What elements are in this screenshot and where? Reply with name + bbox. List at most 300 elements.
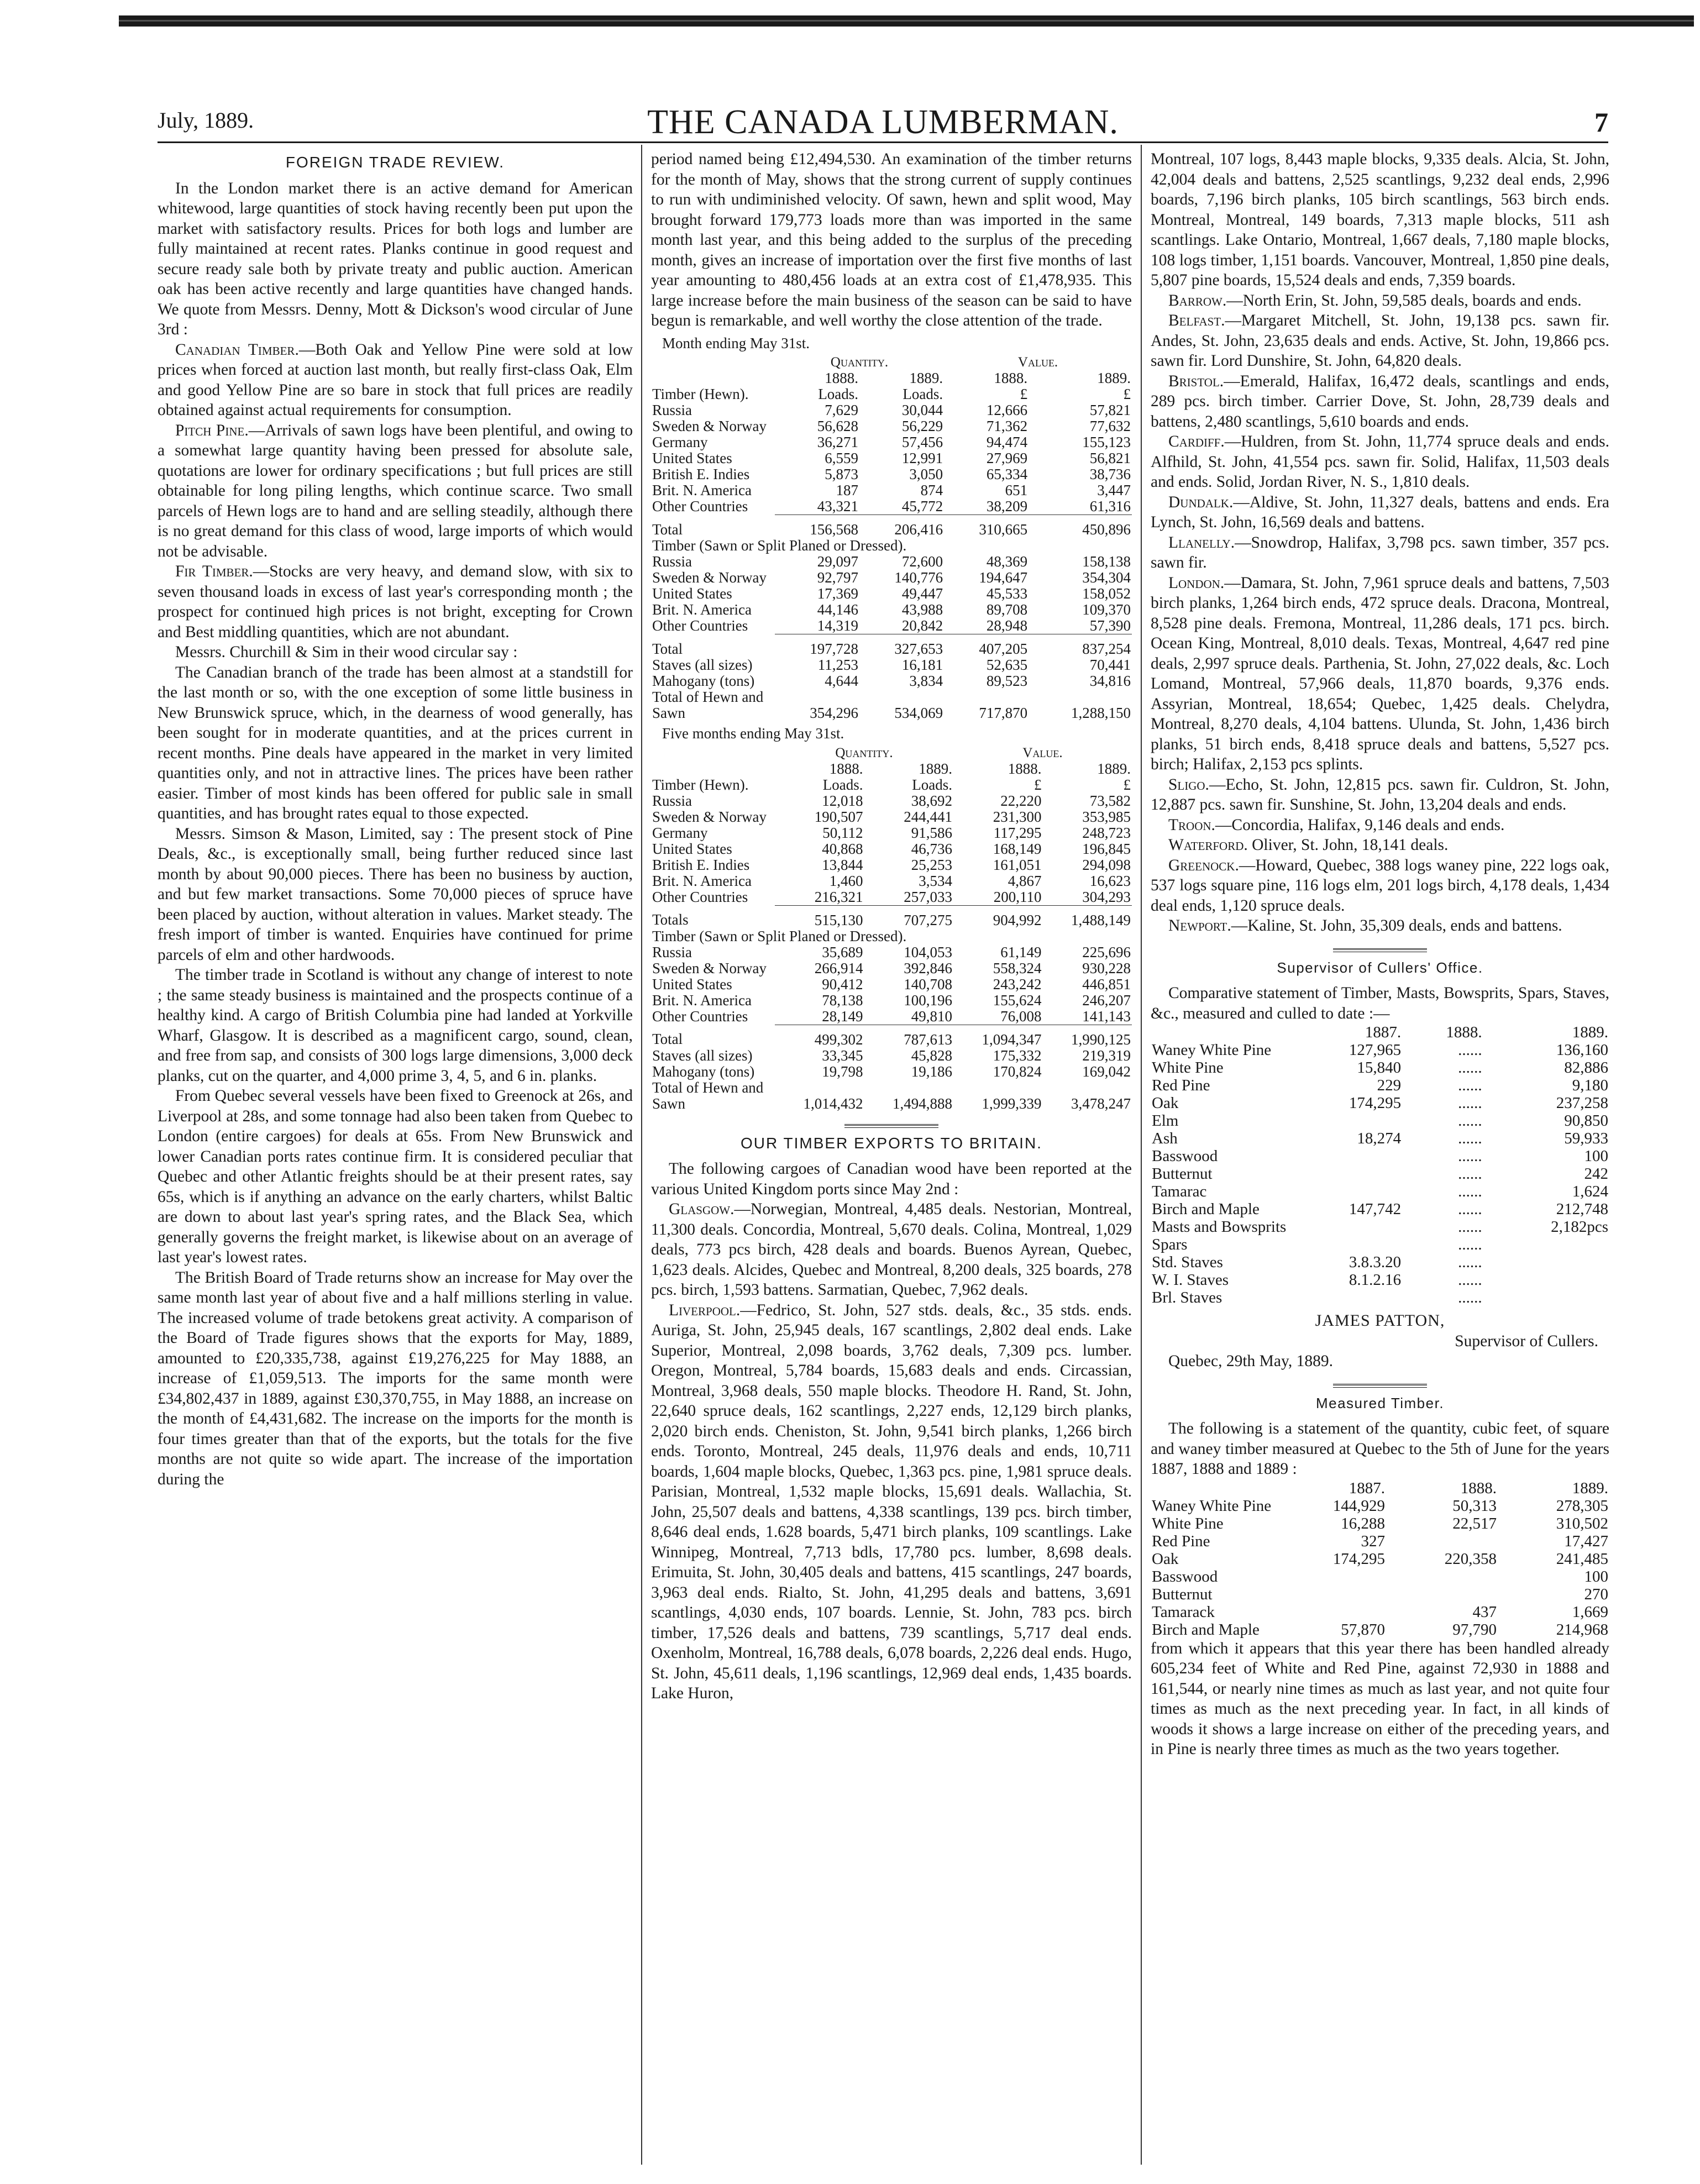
table-cell: Basswood: [1152, 1567, 1218, 1586]
table-cell: Value.: [1022, 745, 1063, 760]
table-cell: 72,600: [901, 553, 943, 570]
table-cell: 59,933: [1564, 1130, 1608, 1147]
table-cell: 219,319: [1082, 1047, 1131, 1064]
port-entry-greenock: Greenock.—Howard, Quebec, 388 logs waney pine, 222 logs oak, 537 logs square pine, 116 logs elm, 201 logs birch, 4,178 deals, 1,434 deal ends, 1,120 spruce deals.: [1151, 856, 1609, 915]
table-cell: 12,018: [822, 792, 863, 809]
table-cell: 244,441: [904, 808, 952, 825]
table-cell: 1,669: [1572, 1603, 1608, 1621]
table-cell: Timber (Hewn).: [652, 386, 749, 402]
column-rule-2: [1141, 145, 1142, 2165]
port-entry-dundalk: Dundalk.—Aldive, St. John, 11,327 deals, battens and ends. Era Lynch, St. John, 16,569 deals and battens.: [1151, 493, 1609, 531]
column-2: [651, 149, 1132, 1704]
table-cell: 237,258: [1556, 1094, 1608, 1112]
table-cell: 1,999,339: [982, 1095, 1042, 1112]
table-cell: Mahogany (tons): [652, 1063, 755, 1080]
table-cell: 136,160: [1556, 1041, 1608, 1059]
table-cell: Sweden & Norway: [652, 418, 767, 434]
table-cell: 76,008: [1000, 1007, 1042, 1025]
table-cell: 270: [1584, 1585, 1608, 1603]
table-cell: 904,992: [953, 905, 1043, 928]
table-cell: Totals: [652, 911, 689, 928]
table-cell: White Pine: [1152, 1059, 1224, 1077]
table-row: [651, 1009, 1132, 1025]
total-row: [651, 634, 1132, 658]
table-cell: Brit. N. America: [652, 601, 752, 618]
table-row: [651, 825, 1132, 841]
table-cell: 246,207: [1082, 991, 1131, 1009]
article-paragraph: period named being £12,494,530. An examination of the timber returns for the month of May, shows that the strong current of supply continues to run with undiminished velocity. Of sawn, hewn and split wood, May brought forward 179,773 loads more than was imported in the same month last year, and this being added to the surplus of the preceding month, gives an increase of importation over the first five months of last year amounting to 480,456 loads at an extra cost of £1,478,935. This large increase before the main business of the season can be said to have begun is remarkable, and well worthy the close attention of the trade.: [651, 150, 1132, 329]
table-cell: Russia: [652, 553, 692, 570]
table-row: [1151, 1621, 1609, 1639]
table-cell: 450,896: [1029, 515, 1132, 538]
table-cell: 499,302: [775, 1025, 864, 1048]
table-cell: £: [1020, 386, 1028, 402]
table-cell: ......: [1458, 1094, 1482, 1112]
table-cell: Loads.: [903, 386, 943, 402]
table-cell: 9,180: [1572, 1077, 1608, 1094]
table-cell: [1483, 1289, 1609, 1306]
table-cell: 3,447: [1097, 482, 1131, 498]
table-cell: Loads.: [912, 776, 952, 793]
table-row: [1151, 1218, 1609, 1236]
port-entry-glasgow: Glasgow.—Norwegian, Montreal, 4,485 deals. Nestorian, Montreal, 11,300 deals. Concordia, Montreal, 5,670 deals. Colina, Montreal, 1,029 deals, 773 pcs birch, 428 deals and boards. Buenos Ayrean, Quebec, 1,623 deals. Alcides, Quebec and Montreal, 8,200 deals, 325 boards, 278 pcs. birch, 1,593 battens. Sarmatian, Quebec, 7,962 deals.: [651, 1200, 1132, 1299]
table-row: [1151, 1183, 1609, 1200]
table-cell: 147,742: [1349, 1200, 1402, 1218]
article-paragraph: Messrs. Simson & Mason, Limited, say : The present stock of Pine Deals, &c., is exceptionally small, being further reduced since last month by about 90,000 pieces. There has been no business by auction, and but few market transactions. Some 70,000 pieces of spruce have been placed by auction, without alteration in values. Market steady. The fresh import of timber is wanted. Enquiries have continued for prime parcels of elm and other hardwoods.: [158, 825, 633, 964]
table-cell: 50,112: [822, 824, 863, 841]
cullers-intro: Comparative statement of Timber, Masts, Bowsprits, Spars, Staves, &c., measured and culled to date :—: [1151, 984, 1609, 1022]
signature-title: Supervisor of Cullers.: [1455, 1332, 1598, 1350]
table-cell: £: [1123, 386, 1131, 402]
table-cell: 558,324: [993, 959, 1042, 977]
table-cell: Other Countries: [652, 888, 748, 905]
table-cell: 1888.: [994, 370, 1028, 386]
table-cell: 140,708: [904, 975, 952, 993]
table-cell: 90,412: [822, 975, 863, 993]
table-cell: 155,624: [993, 991, 1042, 1009]
article-paragraph: Canadian Timber.—Both Oak and Yellow Pine were sold at low prices when forced at auction last month, but really first-class Oak, Elm and good Yellow Pine are so bare in stock that full prices are readily obtained against actual requirements for consumption.: [158, 340, 633, 419]
table-cell: 28,149: [822, 1007, 863, 1025]
table-cell: 651: [1005, 482, 1028, 498]
table-cell: Sweden & Norway: [652, 569, 767, 586]
table-row: [1151, 1550, 1609, 1568]
table-cell: 100: [1584, 1567, 1608, 1586]
five-month-table-caption: Five months ending May 31st.: [662, 725, 844, 742]
table-row: [651, 498, 1132, 515]
table-cell: Germany: [652, 824, 708, 841]
table-cell: ......: [1458, 1165, 1482, 1183]
table-cell: 65,334: [986, 466, 1028, 482]
table-cell: 44,146: [817, 601, 859, 618]
table-cell: 1888.: [1446, 1023, 1482, 1041]
table-cell: 61,149: [1000, 943, 1042, 960]
table-cell: 3,534: [919, 872, 952, 889]
table-cell: 104,053: [904, 943, 952, 960]
table-row: [651, 434, 1132, 450]
table-row: [1151, 1094, 1609, 1112]
table-cell: [1386, 1586, 1498, 1603]
table-cell: 2,182pcs: [1551, 1218, 1608, 1236]
table-cell: 1,014,432: [803, 1095, 863, 1112]
table-cell: [1287, 1147, 1402, 1165]
table-cell: 5,873: [825, 466, 859, 482]
table-cell: Mahogany (tons): [652, 673, 755, 689]
port-entry-waterford: Waterford. Oliver, St. John, 18,141 deals.: [1168, 836, 1449, 854]
table-cell: Russia: [652, 943, 692, 960]
table-cell: 327: [1361, 1532, 1385, 1550]
table-cell: 1887.: [1365, 1023, 1402, 1041]
table-cell: 187: [836, 482, 859, 498]
table-cell: 14,319: [817, 617, 859, 634]
table-cell: 77,632: [1089, 418, 1131, 434]
table-cell: Std. Staves: [1152, 1253, 1223, 1271]
table-row: [1151, 1200, 1609, 1218]
table-cell: 407,205: [944, 634, 1029, 658]
table-cell: ......: [1458, 1130, 1482, 1147]
table-cell: Waney White Pine: [1152, 1041, 1272, 1059]
table-cell: Tamarack: [1152, 1603, 1215, 1621]
table-cell: 97,790: [1452, 1620, 1497, 1639]
port-entry-newport: Newport.—Kaline, St. John, 35,309 deals, ends and battens.: [1168, 917, 1562, 935]
table-cell: 787,613: [864, 1025, 954, 1048]
table-row: [651, 570, 1132, 586]
section-divider: [1333, 1384, 1427, 1388]
measured-heading: Measured Timber.: [1315, 1394, 1445, 1411]
port-entry-london: London.—Damara, St. John, 7,961 spruce deals and battens, 7,503 birch planks, 1,264 birch ends, 472 spruce deals. Dracona, Montreal, 8,528 pine deals. Fremona, Montreal, 11,286 deals, 171 pcs. birch. Ocean King, Montreal, 8,010 deals. Texas, Montreal, 4,647 red pine deals, 2,997 spruce deals. Parthenia, St. John, 27,022 deals, &c. Loch Lomand, Montreal, 57,966 deals, 11,870 boards, 9,376 ends. Assyrian, Montreal, 18,654; Quebec, 1,425 deals. Chelydra, Montreal, 8,270 deals, 4,104 battens. Ulunda, St. John, 1,436 birch planks, 51 birch ends, 8,418 spruce deals and battens, 5,527 pcs. birch; Halifax, 2,153 pcs splints.: [1151, 574, 1609, 773]
table-cell: Masts and Bowsprits: [1152, 1218, 1287, 1236]
table-cell: 1,990,125: [1043, 1025, 1132, 1048]
table-cell: 243,242: [993, 975, 1042, 993]
table-cell: [1274, 1568, 1386, 1586]
table-cell: 56,821: [1089, 450, 1131, 466]
table-cell: [1287, 1112, 1402, 1130]
year-header-row: [651, 761, 1132, 777]
unit-header-row: [651, 777, 1132, 793]
port-entry-troon: Troon.—Concordia, Halifax, 9,146 deals and ends.: [1168, 816, 1505, 834]
port-entry-bristol: Bristol.—Emerald, Halifax, 16,472 deals, scantlings and ends, 289 pcs. birch timber. Carrier Dove, St. John, 28,739 deals and battens, 2,480 scantlings, 5,610 boards and ends.: [1151, 372, 1609, 431]
table-cell: 61,316: [1089, 498, 1131, 514]
port-entry-llanelly: Llanelly.—Snowdrop, Halifax, 3,798 pcs. sawn timber, 357 pcs. sawn fir.: [1151, 533, 1609, 571]
group-header-row: [651, 745, 1132, 761]
newspaper-title: THE CANADA LUMBERMAN.: [647, 103, 1119, 141]
table-cell: United States: [652, 840, 732, 857]
table-cell: 220,358: [1444, 1550, 1497, 1568]
table-cell: ......: [1458, 1112, 1482, 1130]
table-cell: 15,840: [1357, 1059, 1402, 1077]
article-paragraph: From Quebec several vessels have been fixed to Greenock at 26s, and Liverpool at 28s, and some tonnage had also been taken from Quebec to London (entire cargoes) for deals at 65s. From New Brunswick and lower Canadian ports rates continue firm. It is considered peculiar that Quebec and other Atlantic freights should be at their present rates, say 65s, which is if anything an advance on the early charters, whilst Baltic are down to about last year's spring rates, and the Black Sea, which generally governs the freight market, is likewise about on an average of last year's lowest rates.: [158, 1087, 633, 1266]
table-cell: [1386, 1532, 1498, 1550]
table-cell: Russia: [652, 402, 692, 418]
table-cell: 141,143: [1082, 1007, 1131, 1025]
table-row: [651, 554, 1132, 570]
port-entry-cardiff: Cardiff.—Huldren, from St. John, 11,774 spruce deals and ends. Alfhild, St. John, 41,554 pcs. sawn fir. Solid, Halifax, 11,503 deals and ends. Solid, Jordan River, N. S., 1,810 deals.: [1151, 433, 1609, 491]
table-cell: 57,821: [1089, 402, 1131, 418]
table-cell: 45,772: [901, 498, 943, 514]
table-cell: 109,370: [1082, 601, 1131, 618]
year-header-row: [651, 370, 1132, 386]
table-cell: ......: [1458, 1183, 1482, 1200]
table-row: [1151, 1147, 1609, 1165]
table-cell: 1889.: [1572, 1023, 1608, 1041]
table-cell: 140,776: [894, 569, 943, 586]
table-cell: 196,845: [1082, 840, 1131, 857]
table-cell: 33,345: [822, 1047, 863, 1064]
table-cell: 158,138: [1082, 553, 1131, 570]
table-cell: 38,736: [1089, 466, 1131, 482]
table-cell: 354,304: [1082, 569, 1131, 586]
table-cell: 25,253: [911, 856, 952, 873]
table-cell: 1889.: [909, 370, 943, 386]
table-cell: 1,494,888: [893, 1095, 952, 1112]
article-paragraph: The timber trade in Scotland is without any change of interest to note ; the same steady business is maintained and the prospects continue of a healthy kind. A cargo of British Columbia pine had landed at Yorkville Wharf, Glasgow. It is described as a magnificent cargo, sound, clean, and free from sap, and consists of 300 logs large dimensions, 3,000 deck planks, cut on the quarter, and 4,000 prime 3, 4, 5, and 6 in. planks.: [158, 966, 633, 1085]
table-cell: Spars: [1152, 1236, 1188, 1253]
grand-total-row: [651, 705, 1132, 721]
table-cell: Sawn: [652, 705, 685, 721]
table-cell: 20,842: [901, 617, 943, 634]
table-cell: 155,123: [1082, 434, 1131, 450]
measured-intro: The following is a statement of the quantity, cubic feet, of square and waney timber measured at Quebec to the 5th of June for the years 1887, 1888 and 1889 :: [1151, 1420, 1609, 1478]
five-month-timber-table: [651, 745, 1132, 1112]
foreign-trade-heading: FOREIGN TRADE REVIEW.: [285, 154, 505, 171]
table-cell: [1151, 1479, 1274, 1497]
table-cell: Butternut: [1152, 1165, 1213, 1183]
port-entry-belfast: Belfast.—Margaret Mitchell, St. John, 19,138 pcs. sawn fir. Andes, St. John, 23,635 deals and ends. Active, St. John, 19,866 pcs. sawn fir. Lord Dunshire, St. John, 64,820 deals.: [1151, 312, 1609, 370]
table-cell: Quantity.: [830, 355, 889, 370]
article-paragraph: In the London market there is an active demand for American whitewood, large quantities of stock having recently been put upon the market with satisfactory results. Prices for both logs and lumber are fully maintained at recent rates. Planks continue in good request and secure ready sale both by private treaty and public auction. American oak has been active recently and large quantities have changed hands. We quote from Messrs. Denny, Mott & Dickson's wood circular of June 3rd :: [158, 179, 633, 338]
page-number: 7: [1594, 107, 1608, 138]
column-1: [158, 149, 633, 1489]
table-row: [651, 1048, 1132, 1064]
table-cell: ......: [1458, 1059, 1482, 1077]
signature-name: JAMES PATTON,: [1315, 1311, 1445, 1330]
table-cell: 49,810: [911, 1007, 952, 1025]
table-cell: British E. Indies: [652, 856, 750, 873]
sawn-caption-row: [651, 928, 1132, 944]
table-cell: ......: [1458, 1077, 1482, 1094]
table-cell: 4,867: [1008, 872, 1042, 889]
table-cell: Value.: [1017, 355, 1058, 370]
table-cell: 70,441: [1089, 657, 1131, 673]
table-cell: 156,568: [775, 515, 859, 538]
measured-table: [1151, 1479, 1609, 1639]
cullers-heading: Supervisor of Cullers' Office.: [1277, 959, 1483, 976]
table-row: [651, 977, 1132, 993]
table-cell: ......: [1458, 1200, 1482, 1218]
port-entry-liverpool: Liverpool.—Fedrico, St. John, 527 stds. deals, &c., 35 stds. ends. Auriga, St. John, 25,945 deals, 167 scantlings, 2,802 deal ends. Lake Superior, Montreal, 2,098 boards, 3,762 deals, 7,309 pcs. lumber. Oregon, Montreal, 5,784 boards, 15,683 deals and ends. Circassian, Montreal, 3,968 deals, 550 maple blocks. Theodore H. Rand, St. John, 22,640 spruce deals, 162 scantlings, 2,227 ends, 12,129 birch planks, 2,020 birch ends. Cheniston, St. John, 9,541 birch planks, 1,266 birch ends. Toronto, Montreal, 245 deals, 11,976 deals and ends, 10,711 boards, 1,604 maple blocks, Quebec, 1,363 pcs. pine, 1,981 spruce deals. Parisian, Montreal, 1,532 maple blocks, 15,691 deals. Wallachia, St. John, 25,507 deals and battens, 4,338 scantlings, 139 pcs. birch timber, 8,646 deal ends, 1.628 boards, 5,471 birch planks, 109 scantlings. Lake Winnipeg, Montreal, 7,713 bdls, 17,780 pcs. lumber, 8,698 deals. Erimuita, St. John, 30,405 deals and battens, 415 scantlings, 247 boards, 3,963 deal ends. Rialto, St. John, 41,295 deals and battens, 3,691 scantlings, 4,030 ends, 107 boards. Lennie, St. John, 783 pcs. birch timber, 17,526 deals and battens, 739 scantlings, 5,717 deal ends. Oxenholm, Montreal, 16,788 deals, 6,078 boards, 2,226 deal ends. Hugo, St. John, 45,611 deals, 1,196 scantlings, 12,969 deal ends, 1,435 boards. Lake Huron,: [651, 1301, 1132, 1702]
table-cell: 4,644: [825, 673, 859, 689]
table-row: [651, 602, 1132, 618]
table-cell: 874: [920, 482, 943, 498]
table-cell: 169,042: [1082, 1063, 1131, 1080]
table-cell: 8.1.2.16: [1349, 1271, 1402, 1289]
table-cell: United States: [652, 585, 732, 602]
table-cell: 278,305: [1556, 1497, 1608, 1515]
table-cell: 43,321: [817, 498, 859, 514]
port-entry-barrow: Barrow.—North Erin, St. John, 59,585 deals, boards and ends.: [1168, 291, 1582, 309]
table-row: [651, 673, 1132, 689]
table-cell: 1,288,150: [1071, 705, 1131, 721]
column-3: [1151, 149, 1609, 1760]
table-cell: 174,295: [1332, 1550, 1385, 1568]
page-header: [158, 103, 1608, 139]
table-cell: 22,517: [1452, 1514, 1497, 1532]
table-cell: [1287, 1165, 1402, 1183]
table-cell: 30,044: [901, 402, 943, 418]
table-cell: Total: [652, 521, 683, 538]
table-cell: [1483, 1253, 1609, 1271]
table-cell: 1888.: [829, 760, 863, 777]
group-header-row: [651, 354, 1132, 370]
table-cell: 229: [1377, 1077, 1402, 1094]
table-cell: Timber (Hewn).: [652, 776, 749, 793]
sawn-caption-row: [651, 538, 1132, 554]
table-cell: [651, 761, 775, 777]
table-cell: 3,834: [909, 673, 943, 689]
table-cell: 1887.: [1349, 1479, 1385, 1497]
month-timber-table: [651, 354, 1132, 721]
table-cell: Loads.: [818, 386, 859, 402]
table-cell: Staves (all sizes): [652, 657, 753, 673]
table-cell: ......: [1458, 1253, 1482, 1271]
table-cell: 1889.: [1572, 1479, 1608, 1497]
table-cell: £: [1123, 776, 1131, 793]
table-cell: 16,288: [1341, 1514, 1385, 1532]
table-row: [651, 450, 1132, 466]
table-cell: 194,647: [979, 569, 1028, 586]
issue-date: July, 1889.: [158, 108, 254, 133]
table-cell: 117,295: [993, 824, 1042, 841]
table-cell: 241,485: [1556, 1550, 1608, 1568]
table-row: [651, 944, 1132, 960]
table-cell: 170,824: [993, 1063, 1042, 1080]
table-cell: 1889.: [1097, 370, 1131, 386]
table-cell: 43,988: [901, 601, 943, 618]
table-cell: Oak: [1152, 1550, 1179, 1568]
table-row: [1151, 1253, 1609, 1271]
table-row: [1151, 1112, 1609, 1130]
table-cell: Russia: [652, 792, 692, 809]
table-cell: 57,870: [1341, 1620, 1385, 1639]
article-paragraph: Pitch Pine.—Arrivals of sawn logs have been plentiful, and owing to a somewhat large quantity having been pressed for absolute sale, quotations are lower for ordinary specifications ; but full prices are still obtainable for long piling lengths, which continue scarce. Two small parcels of Hewn logs are to hand and are selling steadily, although there is no great demand for this class of wood, large imports of which would not be advisable.: [158, 421, 633, 560]
table-cell: [1386, 1568, 1498, 1586]
table-cell: 38,692: [911, 792, 952, 809]
table-cell: 16,181: [901, 657, 943, 673]
table-cell: Brit. N. America: [652, 482, 752, 498]
table-cell: 197,728: [775, 634, 859, 658]
table-cell: 354,296: [810, 705, 859, 721]
table-row: [1151, 1077, 1609, 1094]
table-cell: 174,295: [1349, 1094, 1402, 1112]
table-row: [651, 618, 1132, 634]
table-row: [1151, 1130, 1609, 1147]
table-row: [1151, 1515, 1609, 1532]
table-row: [1151, 1236, 1609, 1253]
section-divider: [1333, 948, 1427, 952]
table-row: [651, 793, 1132, 809]
table-cell: 48,369: [986, 553, 1028, 570]
article-paragraph: Messrs. Churchill & Sim in their wood circular say :: [175, 643, 518, 661]
table-cell: £: [1034, 776, 1042, 793]
table-cell: Other Countries: [652, 498, 748, 515]
table-cell: 16,623: [1089, 872, 1131, 889]
table-cell: [651, 370, 775, 386]
column-rule-1: [641, 145, 642, 2165]
table-cell: 57,456: [901, 434, 943, 450]
table-row: [1151, 1041, 1609, 1059]
table-cell: 71,362: [986, 418, 1028, 434]
table-cell: 304,293: [1082, 888, 1131, 905]
table-cell: 1888.: [1008, 760, 1042, 777]
top-border-bar: [119, 15, 1694, 27]
table-cell: Sawn: [652, 1095, 685, 1112]
place-date: Quebec, 29th May, 1889.: [1168, 1352, 1333, 1370]
table-cell: Tamarac: [1152, 1183, 1207, 1200]
table-cell: 3,050: [909, 466, 943, 482]
table-cell: 437: [1472, 1603, 1497, 1621]
table-cell: 40,868: [822, 840, 863, 857]
table-cell: Sweden & Norway: [652, 959, 767, 977]
table-cell: [1274, 1586, 1386, 1603]
table-cell: 257,033: [904, 888, 952, 905]
table-cell: 175,332: [993, 1047, 1042, 1064]
table-cell: White Pine: [1152, 1514, 1224, 1532]
table-cell: 327,653: [859, 634, 944, 658]
table-cell: 212,748: [1556, 1200, 1608, 1218]
table-cell: 837,254: [1029, 634, 1132, 658]
table-row: [651, 841, 1132, 857]
table-cell: 13,844: [822, 856, 863, 873]
article-paragraph: The following cargoes of Canadian wood have been reported at the various United Kingdom ports since May 2nd :: [651, 1160, 1132, 1198]
table-cell: Total: [652, 1031, 683, 1048]
table-cell: ......: [1458, 1041, 1482, 1059]
table-cell: Elm: [1152, 1112, 1179, 1130]
table-cell: 6,559: [825, 450, 859, 466]
section-divider: [844, 1124, 938, 1128]
table-cell: Total of Hewn and: [652, 689, 764, 705]
table-cell: 38,209: [986, 498, 1028, 514]
table-row: [651, 402, 1132, 418]
table-cell: 310,665: [944, 515, 1029, 538]
table-cell: 231,300: [993, 808, 1042, 825]
table-cell: 22,220: [1000, 792, 1042, 809]
header-rule: [158, 141, 1608, 143]
table-cell: 161,051: [993, 856, 1042, 873]
table-cell: Germany: [652, 434, 708, 450]
table-cell: 35,689: [822, 943, 863, 960]
table-row: [1151, 1289, 1609, 1306]
table-cell: 12,666: [986, 402, 1028, 418]
table-row: [651, 873, 1132, 889]
table-cell: 49,447: [901, 585, 943, 602]
table-cell: Red Pine: [1152, 1532, 1210, 1550]
table-cell: Ash: [1152, 1130, 1178, 1147]
table-cell: Other Countries: [652, 617, 748, 634]
table-row: [651, 857, 1132, 873]
table-cell: 27,969: [986, 450, 1028, 466]
table-cell: 52,635: [986, 657, 1028, 673]
table-cell: United States: [652, 975, 732, 993]
table-cell: 225,696: [1082, 943, 1131, 960]
table-cell: 45,533: [986, 585, 1028, 602]
table-cell: Loads.: [822, 776, 863, 793]
table-cell: 168,149: [993, 840, 1042, 857]
table-cell: 515,130: [775, 905, 864, 928]
table-cell: [651, 745, 775, 761]
table-cell: Timber (Sawn or Split Planed or Dressed).: [652, 927, 907, 944]
table-cell: ......: [1458, 1289, 1482, 1306]
table-cell: 248,723: [1082, 824, 1131, 841]
table-cell: 216,321: [814, 888, 863, 905]
